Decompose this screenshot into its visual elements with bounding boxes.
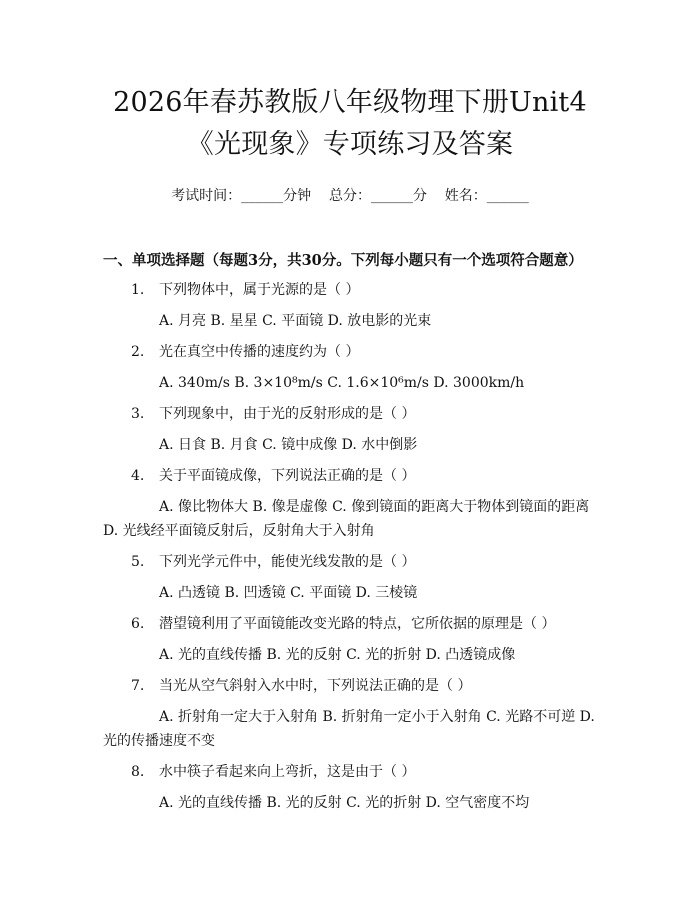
question-text: 潜望镜利用了平面镜能改变光路的特点，它所依据的原理是（ ） xyxy=(159,616,556,632)
question-options: A. 340m/s B. 3×10⁸m/s C. 1.6×10⁶m/s D. 3000km/h xyxy=(159,375,525,391)
question-stem xyxy=(103,552,597,572)
question-text: 光在真空中传播的速度约为（ ） xyxy=(159,344,360,360)
question-number: 6. xyxy=(131,616,145,632)
question-stem xyxy=(103,280,597,300)
question-options: A. 凸透镜 B. 凹透镜 C. 平面镜 D. 三棱镜 xyxy=(159,585,418,601)
document-title: 2026年春苏教版八年级物理下册Unit4《光现象》专项练习及答案 xyxy=(113,87,587,160)
question-item xyxy=(103,676,597,753)
question-item xyxy=(103,552,597,605)
question-number: 7. xyxy=(131,678,145,694)
question-number: 3. xyxy=(131,406,145,422)
question-stem xyxy=(103,466,597,486)
question-number: 5. xyxy=(131,554,145,570)
question-stem xyxy=(103,676,597,696)
question-item xyxy=(103,762,597,815)
question-options: A. 月亮 B. 星星 C. 平面镜 D. 放电影的光束 xyxy=(159,313,432,329)
question-text: 下列现象中，由于光的反射形成的是（ ） xyxy=(159,406,416,422)
question-text: 下列物体中，属于光源的是（ ） xyxy=(159,282,360,298)
question-text: 水中筷子看起来向上弯折，这是由于（ ） xyxy=(159,764,416,780)
question-options: A. 折射角一定大于入射角 B. 折射角一定小于入射角 C. 光路不可逆 D. 光的传播速度不变 xyxy=(103,709,595,749)
question-text: 关于平面镜成像，下列说法正确的是（ ） xyxy=(159,468,416,484)
question-text: 当光从空气斜射入水中时，下列说法正确的是（ ） xyxy=(159,678,472,694)
question-number: 8. xyxy=(131,764,145,780)
question-stem xyxy=(103,762,597,782)
question-stem xyxy=(103,404,597,424)
question-options: A. 光的直线传播 B. 光的反射 C. 光的折射 D. 空气密度不均 xyxy=(159,795,530,811)
section-heading: 一、单项选择题（每题3分，共30分。下列每小题只有一个选项符合题意） xyxy=(103,252,583,269)
question-item xyxy=(103,342,597,395)
question-number: 2. xyxy=(131,344,145,360)
question-item xyxy=(103,614,597,667)
question-list xyxy=(103,280,597,815)
question-options: A. 光的直线传播 B. 光的反射 C. 光的折射 D. 凸透镜成像 xyxy=(159,647,516,663)
question-number: 4. xyxy=(131,468,145,484)
question-item xyxy=(103,404,597,457)
question-stem xyxy=(103,614,597,634)
question-stem xyxy=(103,342,597,362)
exam-info-line: 考试时间：______分钟 总分：______分 姓名：______ xyxy=(171,188,529,204)
question-options: A. 像比物体大 B. 像是虚像 C. 像到镜面的距离大于物体到镜面的距离 D. 光线经平面镜反射后，反射角大于入射角 xyxy=(103,499,590,539)
question-options: A. 日食 B. 月食 C. 镜中成像 D. 水中倒影 xyxy=(159,437,418,453)
question-item xyxy=(103,280,597,333)
question-item xyxy=(103,466,597,543)
question-text: 下列光学元件中，能使光线发散的是（ ） xyxy=(159,554,416,570)
question-number: 1. xyxy=(131,282,145,298)
